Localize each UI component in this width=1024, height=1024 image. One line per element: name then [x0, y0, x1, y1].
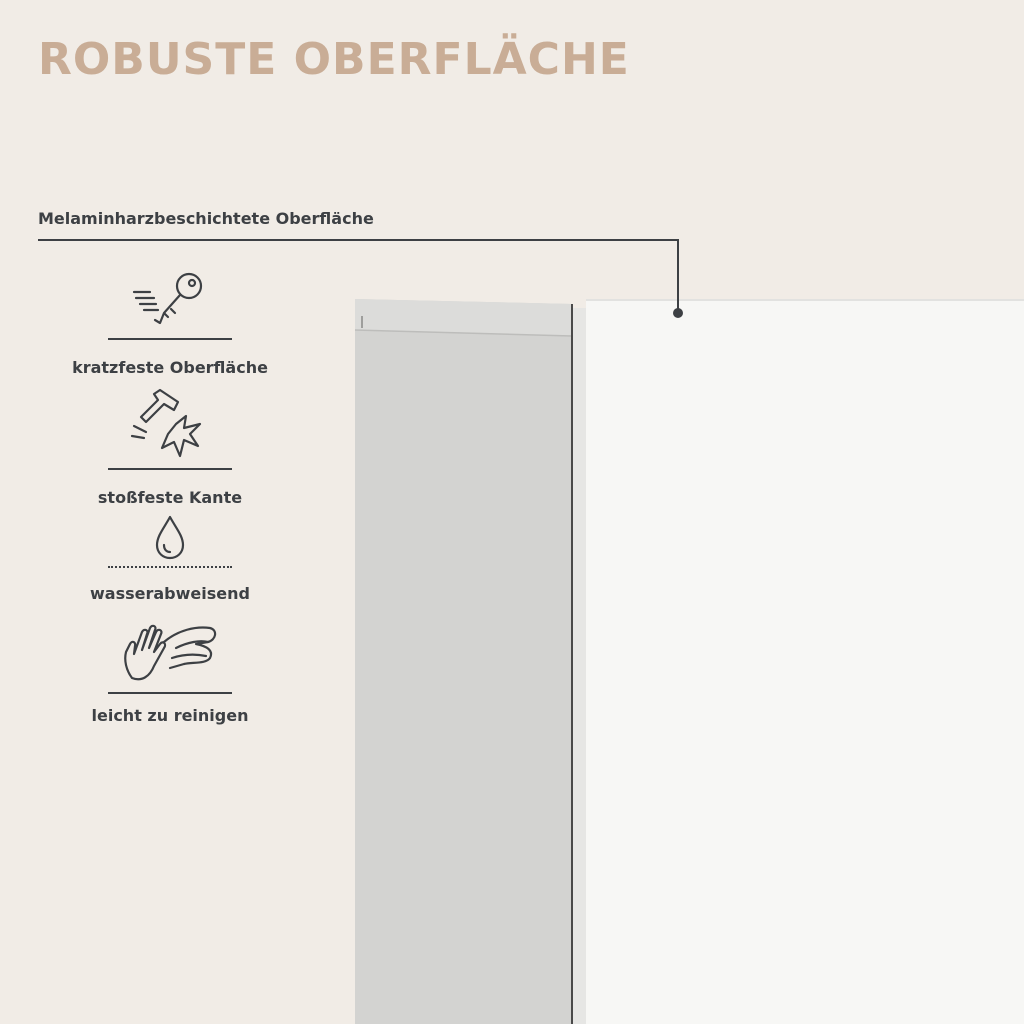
callout-dot — [673, 308, 683, 318]
feature-label: leicht zu reinigen — [91, 706, 249, 725]
page-title: ROBUSTE OBERFLÄCHE — [38, 34, 630, 85]
hand-wipe-icon — [118, 618, 222, 688]
callout-label: Melaminharzbeschichtete Oberfläche — [38, 209, 374, 228]
feature-easy-clean — [60, 618, 280, 725]
feature-divider — [108, 338, 232, 340]
feature-label: kratzfeste Oberfläche — [72, 358, 268, 377]
hammer-impact-icon — [128, 386, 212, 462]
water-drop-icon — [150, 514, 190, 562]
feature-label: wasserabweisend — [90, 584, 250, 603]
feature-divider — [108, 692, 232, 694]
feature-divider — [108, 566, 232, 568]
key-scratch-icon — [130, 268, 210, 330]
feature-scratch-resistant — [60, 268, 280, 377]
feature-impact-resistant — [60, 386, 280, 507]
feature-divider — [108, 468, 232, 470]
feature-water-repellent — [60, 514, 280, 603]
feature-label: stoßfeste Kante — [97, 488, 243, 507]
